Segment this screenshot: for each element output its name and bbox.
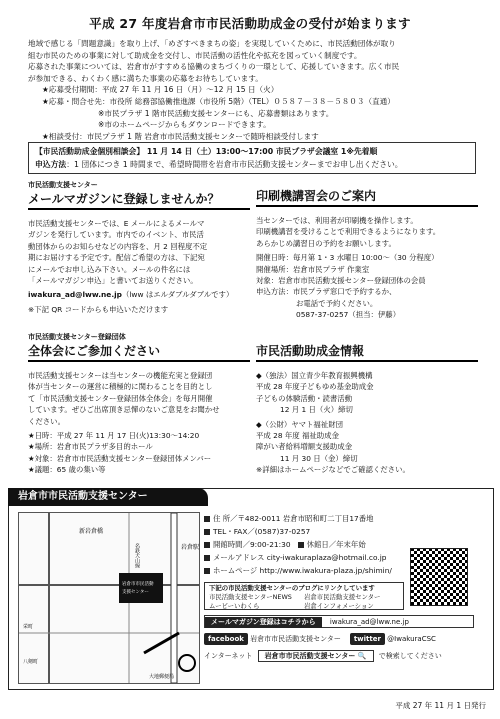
page-title: 平成 27 年度岩倉市市民活動助成金の受付が始まります	[89, 16, 411, 31]
grants-note: ※詳細はホームページなどでご確認ください。	[256, 465, 410, 475]
map-label-sakae: 栄町	[23, 624, 34, 630]
printer-body	[256, 215, 478, 321]
intro-period: ★応募受付期間：平成 27 年 11 月 16 日（月）～12 月 15 日（火）	[42, 85, 279, 95]
center-address: 住 所／〒482-0011 岩倉市昭和町二丁目17番地	[213, 514, 374, 523]
map-label-bridge: 新岩倉橋	[79, 528, 104, 535]
net-suffix: で検索してください	[378, 652, 442, 660]
intro-line: 組む市民のための事業に対して助成金を交付し、市民活動の活性化や拡充を図っていく制度です。	[28, 50, 362, 60]
facebook-icon[interactable]: facebook	[204, 633, 248, 645]
mailmag-email[interactable]: iwakura_ad@lww.ne.jp	[28, 290, 122, 300]
assembly-target: ★対象：岩倉市市民活動支援センター登録団体メンバー	[28, 453, 212, 463]
mailmag-heading: メールマガジンに登録しませんか？	[28, 190, 250, 210]
net-prefix: インターネット	[204, 652, 253, 660]
blog-link[interactable]: 市民活動支援センターNEWS	[209, 593, 292, 601]
center-info	[204, 512, 404, 577]
assembly-place: ★場所：岩倉市民プラザ多目的ホール	[28, 442, 153, 452]
intro-line: 応募された事業については、岩倉市がすすめる協働のまちづくりの一環として、応援していきます。広く市民	[28, 62, 400, 72]
map-label-line: 名鉄犬山線	[134, 543, 140, 568]
printer-apply2: お電話で予約ください。	[296, 298, 378, 308]
mailmag-bar-address[interactable]: iwakura_ad@lww.ne.jp	[329, 618, 409, 626]
consult-box	[28, 142, 476, 174]
grants-heading: 市民活動助成金情報	[256, 342, 478, 362]
center-hours: 開館時間／9:00-21:30	[213, 540, 291, 549]
mailmag-line: ガジンを発行しています。市内でのイベント、市民活	[28, 230, 204, 240]
consult-line2	[35, 158, 469, 171]
grants-section	[256, 342, 478, 476]
center-tel: TEL・FAX／(0587)37-0257	[213, 527, 311, 536]
mailmag-section	[28, 180, 250, 315]
grant2-line: 平成 28 年度 福祉助成金	[256, 431, 339, 441]
bullet-icon	[204, 568, 210, 574]
printer-line: 当センターでは、利用者が印刷機を操作します。	[256, 216, 418, 225]
search-icon: 🔍	[357, 652, 367, 660]
blog-link[interactable]: 岩倉インフォメーション	[304, 602, 374, 610]
printer-target: 対象：岩倉市市民活動支援センター登録団体の会員	[256, 276, 426, 286]
grant1-org: ◆（独法）国立青少年教育振興機構	[256, 371, 373, 380]
intro-block	[28, 38, 478, 142]
mailmag-bar-label: メールマガジン登録はコチラから	[205, 617, 322, 628]
center-closed: 休館日／年末年始	[306, 540, 366, 549]
consult-line2-text: ：1 団体につき 1 時間まで、希望時間帯を岩倉市市民活動支援センターまでお申し出ください。	[66, 160, 403, 169]
intro-line: 地域で感じる「問題意識」を取り上げ、「めざすべきまちの姿」を実現していくために、市民活動団体が取り	[28, 39, 396, 48]
bullet-icon	[204, 529, 210, 535]
mailmag-small: 市民活動支援センター	[28, 181, 98, 189]
twitter-handle: @IwakuraCSC	[387, 635, 436, 643]
printer-apply3: 0587-37-0257（担当：伊藤）	[296, 310, 401, 320]
printer-place: 開催場所：岩倉市民プラザ 作業室	[256, 264, 370, 274]
assembly-date: ★日時：平成 27 年 11 月 17 日(火)13:30～14:20	[28, 431, 200, 441]
printer-apply1: 申込方法：市民プラザ窓口で予約するか、	[256, 287, 397, 297]
mailmag-line: 市民活動支援センターでは、E メールによるメールマ	[28, 219, 205, 228]
mailmag-line: 動団体からのお知らせなどの内容を、月 2 回程度不定	[28, 241, 208, 251]
printer-heading: 印刷機講習会のご案内	[256, 187, 478, 207]
map-label-yatsurugi: 八剱町	[23, 659, 39, 665]
grant2-org: ◆（公財）ヤマト福祉財団	[256, 419, 343, 429]
assembly-heading: 全体会にご参加ください	[28, 342, 250, 362]
blog-links	[204, 582, 404, 610]
map-label-center2: 支援センター	[122, 590, 149, 595]
blog-link[interactable]: ムービーいわくら	[209, 602, 260, 610]
mailmag-line: 期にお届けする予定です。配信ご希望の方は、下記宛	[28, 253, 205, 263]
bullet-icon	[204, 516, 210, 522]
assembly-line: 市民活動支援センターは当センターの機能充実と登録団	[28, 371, 213, 380]
mailmag-bar	[204, 615, 474, 628]
twitter-icon[interactable]: twitter	[350, 633, 385, 645]
search-box-text: 岩倉市市民活動支援センター	[264, 652, 356, 660]
consult-line2-label: 申込方法	[35, 160, 67, 169]
mailmag-qr-note: ※下記 QR コードからも申込いただけます	[28, 304, 169, 314]
qr-code	[410, 548, 468, 606]
access-map	[18, 512, 200, 684]
map-label-center: 岩倉市市民活動	[122, 582, 154, 587]
grant2-deadline: 11 月 30 日（金）締切	[280, 453, 358, 463]
map-label-post: 大地郵便局	[149, 674, 175, 680]
assembly-line: て「市民活動支援センター登録団体全体会」を毎月開催	[28, 393, 213, 403]
map-label-station: 岩倉駅	[181, 544, 199, 551]
intro-sub2: ※市のホームページからもダウンロードできます。	[98, 120, 271, 130]
grant1-line: 平成 28 年度子どもゆめ基金助成金	[256, 382, 374, 392]
bullet-icon	[298, 542, 304, 548]
grant1-line: 子どもの体験活動・読書活動	[256, 393, 353, 403]
sns-row	[204, 633, 486, 645]
grant1-deadline: 12 月 1 日（火）締切	[280, 405, 353, 415]
blog-heading: 下記の市民活動支援センターのブログにリンクしています	[209, 584, 375, 592]
printer-section	[256, 187, 478, 321]
intro-line: が参加できる、わくわく感に満ちた事業の応募をお待ちしています。	[28, 73, 263, 83]
mailmag-email-note: （lww はエルダブルダブルです）	[121, 290, 234, 300]
facebook-text: 岩倉市市民活動支援センター	[250, 635, 341, 643]
grants-body	[256, 370, 478, 476]
assembly-line: ください。	[28, 416, 65, 426]
bullet-icon	[204, 542, 210, 548]
mailmag-body	[28, 218, 250, 315]
assembly-body	[28, 370, 250, 476]
issue-date: 平成 27 年 11 月 1 日発行	[395, 701, 486, 710]
assembly-line: しています。ぜひご出席頂き忌憚のないご意見をお聞かせ	[28, 405, 220, 415]
map-svg	[19, 513, 199, 683]
blog-link[interactable]: 岩倉市民活動支援センター	[304, 593, 381, 601]
bullet-icon	[204, 555, 210, 561]
center-homepage[interactable]: ホームページ http://www.iwakura-plaza.jp/shimin/	[213, 566, 392, 575]
assembly-topic: ★議題：65 歳の集い等	[28, 465, 106, 475]
assembly-small: 市民活動支援センター登録団体	[28, 333, 126, 341]
assembly-line: 体が当センターの運営に積極的に関わることを目的とし	[28, 382, 213, 392]
intro-consult: ★相談受付：市民プラザ 1 階 岩倉市市民活動支援センターで随時相談受付します	[42, 131, 319, 141]
assembly-section	[28, 332, 250, 476]
consult-line1: 【市民活動助成金個別相談会】 11 月 14 日（土）13:00～17:00 市民プラザ会議室 1※先着順	[35, 147, 378, 156]
footer-heading: 岩倉市市民活動支援センター	[8, 488, 208, 506]
mailmag-line: 「メールマガジン申込」と書いてお送りください。	[28, 276, 198, 286]
printer-datetime: 開催日時：毎月第 1・3 水曜日 10:00～（30 分程度）	[256, 253, 439, 263]
printer-line: あらかじめ講習日の予約をお願いします。	[256, 238, 396, 248]
grant2-line: 障がい者給料増額支援助成金	[256, 442, 353, 452]
mailmag-line: にメールでお申し込み下さい。メールの件名には	[28, 264, 191, 274]
intro-sub1: ※市民プラザ 1 階市民活動支援センターにも、応募書類はあります。	[98, 108, 334, 118]
printer-line: 印刷機講習を受けることで利用できるようになります。	[256, 227, 441, 237]
search-row	[204, 650, 486, 662]
center-email[interactable]: メールアドレス city-iwakuraplaza@hotmail.co.jp	[213, 553, 387, 562]
search-box[interactable]	[258, 650, 374, 662]
intro-contact: ★応募・問合せ先：市役所 総務部協働推進課（市役所 5階）（TEL）０５８７－３８－５８０３（直通）	[42, 96, 395, 106]
